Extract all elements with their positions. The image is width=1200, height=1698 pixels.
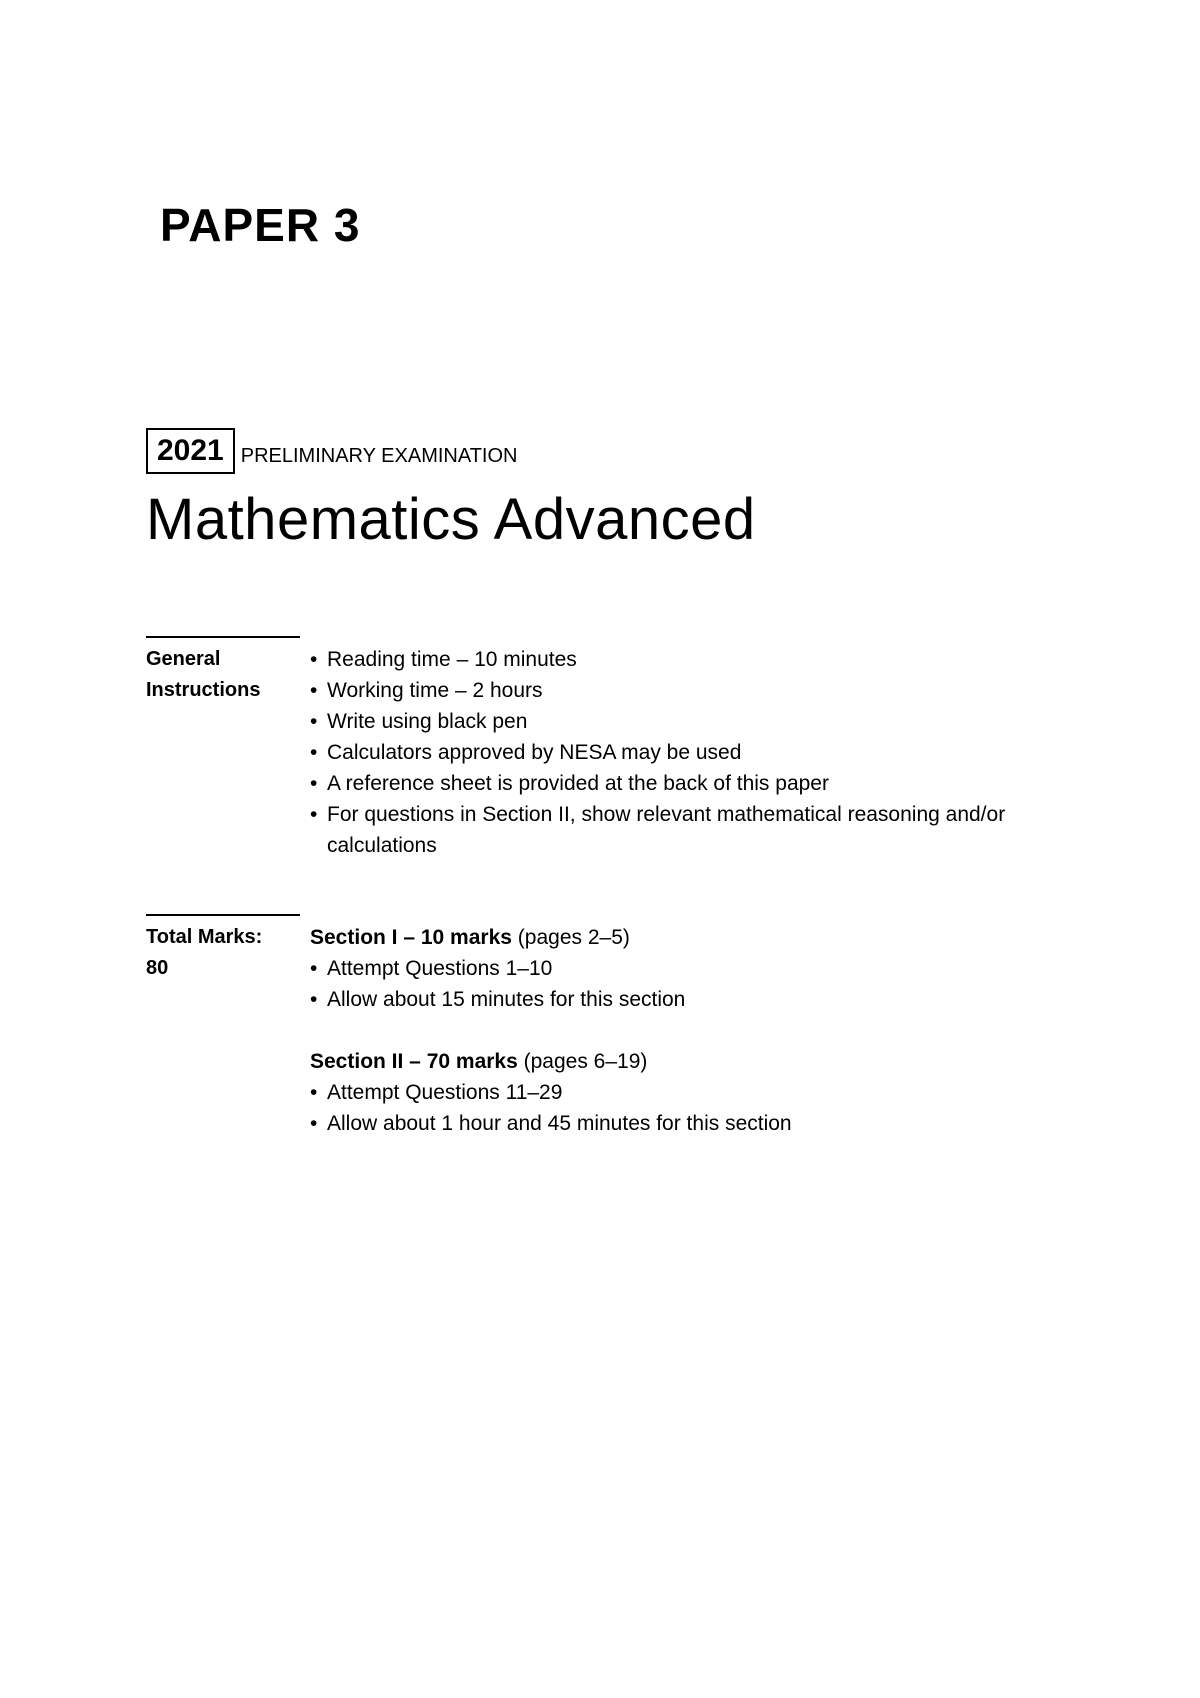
- section-2-heading: Section II – 70 marks (pages 6–19): [310, 1050, 648, 1073]
- bullet-icon: •: [310, 1112, 318, 1135]
- bullet-icon: •: [310, 679, 318, 702]
- list-item: • Write using black pen: [310, 706, 1027, 737]
- list-item: • For questions in Section II, show relevant mathematical reasoning and/or calculations: [310, 799, 1027, 861]
- label-line: Instructions: [146, 679, 261, 701]
- sections-list: [310, 914, 1027, 1139]
- exam-header: [146, 428, 517, 474]
- label-line: General: [146, 648, 221, 670]
- bullet-icon: •: [310, 957, 318, 980]
- bullet-icon: •: [310, 710, 318, 733]
- total-marks-label: [146, 914, 300, 1139]
- bullet-icon: •: [310, 772, 318, 795]
- general-instructions-block: [146, 636, 1027, 861]
- list-item: • A reference sheet is provided at the back of this paper: [310, 768, 1027, 799]
- bullet-icon: •: [310, 803, 318, 826]
- bullet-icon: •: [310, 1081, 318, 1104]
- list-item: • Reading time – 10 minutes: [310, 644, 1027, 675]
- total-marks-value: 80: [146, 957, 169, 979]
- subject-title: Mathematics Advanced: [146, 487, 756, 552]
- list-item: • Calculators approved by NESA may be used: [310, 737, 1027, 768]
- list-item: • Attempt Questions 1–10: [310, 953, 1027, 984]
- list-item: • Attempt Questions 11–29: [310, 1077, 1027, 1108]
- general-instructions-label: [146, 636, 300, 861]
- spacer: [310, 1015, 1027, 1046]
- instructions-list: [310, 636, 1027, 861]
- list-item: • Allow about 1 hour and 45 minutes for this section: [310, 1108, 1027, 1139]
- paper-title: PAPER 3: [160, 199, 361, 251]
- exam-type: PRELIMINARY EXAMINATION: [240, 445, 518, 467]
- exam-year-badge: 2021: [146, 428, 235, 474]
- bullet-icon: •: [310, 648, 318, 671]
- list-item: • Working time – 2 hours: [310, 675, 1027, 706]
- bullet-icon: •: [310, 988, 318, 1011]
- list-item: • Allow about 15 minutes for this section: [310, 984, 1027, 1015]
- section-1-heading: Section I – 10 marks (pages 2–5): [310, 926, 630, 949]
- bullet-icon: •: [310, 741, 318, 764]
- label-line: Total Marks:: [146, 926, 263, 948]
- total-marks-block: [146, 914, 1027, 1139]
